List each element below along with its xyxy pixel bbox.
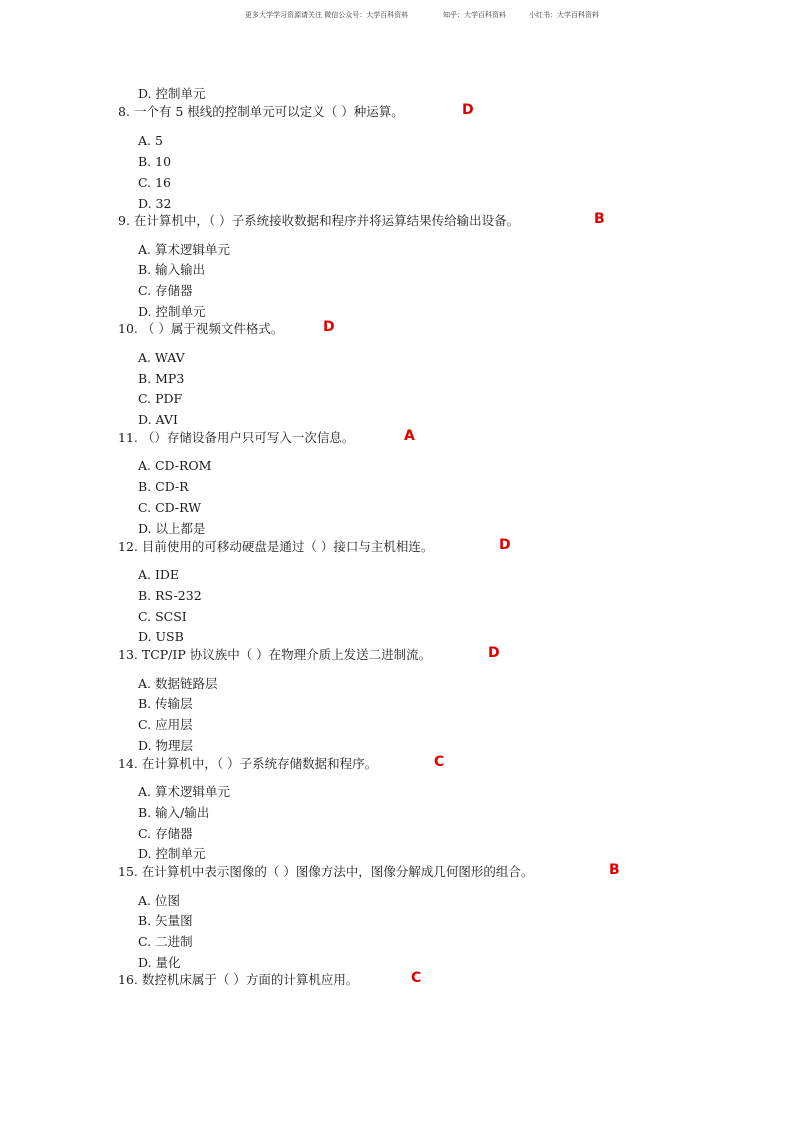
option: C. 存储器	[138, 826, 193, 841]
option: D. 量化	[138, 955, 181, 970]
header-xiaohongshu-text: 小红书：大学百科资料	[529, 11, 599, 19]
option: D. 控制单元	[138, 304, 206, 319]
option: C. SCSI	[138, 609, 187, 624]
option: B. RS-232	[138, 588, 202, 603]
question-text: 8. 一个有 5 根线的控制单元可以定义（ ）种运算。	[118, 104, 404, 119]
option: D. AVI	[138, 412, 178, 427]
question-text: 13. TCP/IP 协议族中（ ）在物理介质上发送二进制流。	[118, 647, 432, 662]
question-text: 12. 目前使用的可移动硬盘是通过（ ）接口与主机相连。	[118, 539, 434, 554]
option: A. IDE	[138, 567, 180, 582]
option: A. 算术逻辑单元	[138, 784, 230, 799]
answer-mark: B	[594, 211, 605, 227]
option: D. 32	[138, 196, 172, 211]
answer-mark: B	[609, 862, 620, 878]
answer-mark: C	[411, 970, 422, 986]
option: D. 控制单元	[138, 86, 206, 101]
option: A. 数据链路层	[138, 676, 218, 691]
option: C. 二进制	[138, 934, 193, 949]
header-wechat-text: 更多大学学习资源请关注 微信公众号：大学百科资料	[245, 11, 409, 19]
option: D. 物理层	[138, 738, 194, 753]
option: B. 输入/输出	[138, 805, 210, 820]
header-zhihu-text: 知乎：大学百科资料	[443, 11, 506, 19]
option: B. 输入输出	[138, 262, 206, 277]
question-text: 9. 在计算机中，（ ）子系统接收数据和程序并将运算结果传给输出设备。	[118, 213, 520, 228]
question-text: 16. 数控机床属于（ ）方面的计算机应用。	[118, 972, 359, 987]
option: C. 16	[138, 175, 171, 190]
answer-mark: D	[323, 319, 335, 335]
option: C. 存储器	[138, 283, 193, 298]
option: A. 位图	[138, 893, 180, 908]
answer-mark: A	[404, 428, 415, 444]
answer-mark: D	[488, 645, 500, 661]
option: A. 算术逻辑单元	[138, 242, 230, 257]
option: B. 传输层	[138, 696, 193, 711]
option: C. PDF	[138, 391, 183, 406]
option: D. 以上都是	[138, 521, 206, 536]
answer-mark: D	[462, 102, 474, 118]
option: A. 5	[138, 133, 163, 148]
option: C. CD-RW	[138, 500, 202, 515]
option: B. 矢量图	[138, 913, 193, 928]
option: B. MP3	[138, 371, 185, 386]
option: A. WAV	[138, 350, 185, 365]
option: B. CD-R	[138, 479, 189, 494]
answer-mark: C	[434, 754, 445, 770]
answer-mark: D	[499, 537, 511, 553]
option: D. USB	[138, 629, 184, 644]
question-text: 15. 在计算机中表示图像的（ ）图像方法中，图像分解成几何图形的组合。	[118, 864, 534, 879]
question-text: 14. 在计算机中，（ ）子系统存储数据和程序。	[118, 756, 378, 771]
option: B. 10	[138, 154, 172, 169]
option: C. 应用层	[138, 717, 193, 732]
question-text: 10. （ ）属于视频文件格式。	[118, 321, 284, 336]
option: A. CD-ROM	[138, 458, 212, 473]
question-text: 11. （）存储设备用户只可写入一次信息。	[118, 430, 355, 445]
option: D. 控制单元	[138, 846, 206, 861]
